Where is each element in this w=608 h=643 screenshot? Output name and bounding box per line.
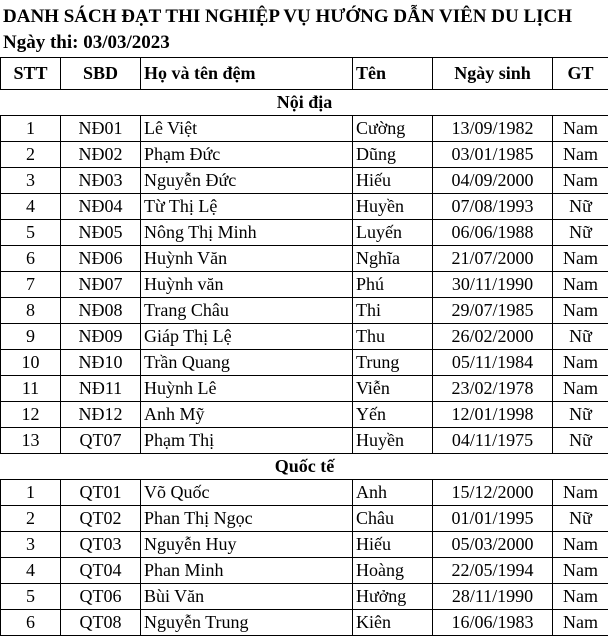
cell-gt: Nữ [553,324,608,350]
table-row [1,116,608,142]
cell-stt: 13 [1,428,61,454]
cell-ngay-sinh: 15/12/2000 [433,480,553,506]
cell-ten: Dũng [353,142,433,168]
cell-sbd: QT03 [61,532,141,558]
cell-sbd: NĐ06 [61,246,141,272]
cell-ho-ten-dem: Trang Châu [141,298,353,324]
cell-stt: 12 [1,402,61,428]
cell-ho-ten-dem: Phan Minh [141,558,353,584]
header-stt: STT [1,58,61,90]
cell-ngay-sinh: 05/11/1984 [433,350,553,376]
cell-ngay-sinh: 22/05/1994 [433,558,553,584]
table-row [1,350,608,376]
cell-ho-ten-dem: Anh Mỹ [141,402,353,428]
cell-sbd: QT08 [61,610,141,636]
cell-gt: Nam [553,116,608,142]
table-header [1,58,608,90]
cell-gt: Nam [553,584,608,610]
cell-ngay-sinh: 05/03/2000 [433,532,553,558]
table-row [1,376,608,402]
cell-ten: Huyền [353,194,433,220]
cell-ten: Phú [353,272,433,298]
cell-stt: 8 [1,298,61,324]
cell-ten: Kiên [353,610,433,636]
cell-ho-ten-dem: Từ Thị Lệ [141,194,353,220]
cell-ngay-sinh: 13/09/1982 [433,116,553,142]
cell-ho-ten-dem: Phan Thị Ngọc [141,506,353,532]
header-gt: GT [553,58,608,90]
cell-gt: Nam [553,168,608,194]
table-row [1,610,608,636]
table-row [1,324,608,350]
header-sbd: SBD [61,58,141,90]
cell-ho-ten-dem: Nguyễn Đức [141,168,353,194]
header-ngay-sinh: Ngày sinh [433,58,553,90]
cell-gt: Nam [553,532,608,558]
cell-ten: Anh [353,480,433,506]
cell-sbd: NĐ07 [61,272,141,298]
cell-gt: Nam [553,558,608,584]
table-body [1,90,608,636]
table-row [1,168,608,194]
cell-sbd: NĐ09 [61,324,141,350]
cell-gt: Nam [553,298,608,324]
cell-ngay-sinh: 23/02/1978 [433,376,553,402]
cell-sbd: QT01 [61,480,141,506]
cell-gt: Nam [553,480,608,506]
table-row [1,194,608,220]
cell-ten: Châu [353,506,433,532]
cell-ten: Yến [353,402,433,428]
cell-ngay-sinh: 29/07/1985 [433,298,553,324]
cell-stt: 4 [1,558,61,584]
cell-stt: 5 [1,584,61,610]
cell-ngay-sinh: 30/11/1990 [433,272,553,298]
document-title: DANH SÁCH ĐẠT THI NGHIỆP VỤ HƯỚNG DẪN VIÊN DU LỊCH [3,6,573,27]
cell-ho-ten-dem: Lê Việt [141,116,353,142]
cell-ten: Hiếu [353,532,433,558]
cell-gt: Nam [553,350,608,376]
cell-ngay-sinh: 21/07/2000 [433,246,553,272]
table-row [1,480,608,506]
cell-gt: Nữ [553,194,608,220]
cell-ngay-sinh: 26/02/2000 [433,324,553,350]
cell-gt: Nam [553,142,608,168]
cell-ngay-sinh: 28/11/1990 [433,584,553,610]
cell-stt: 2 [1,142,61,168]
cell-gt: Nữ [553,402,608,428]
table-row [1,142,608,168]
cell-gt: Nam [553,272,608,298]
cell-sbd: QT02 [61,506,141,532]
table-row [1,532,608,558]
cell-stt: 11 [1,376,61,402]
cell-ten: Luyến [353,220,433,246]
cell-ho-ten-dem: Nguyễn Trung [141,610,353,636]
table-row [1,402,608,428]
cell-ho-ten-dem: Võ Quốc [141,480,353,506]
cell-sbd: NĐ01 [61,116,141,142]
cell-ten: Huyền [353,428,433,454]
cell-ho-ten-dem: Huỳnh văn [141,272,353,298]
cell-stt: 1 [1,480,61,506]
exam-date: Ngày thi: 03/03/2023 [3,32,170,53]
cell-ho-ten-dem: Phạm Đức [141,142,353,168]
cell-gt: Nam [553,246,608,272]
cell-stt: 3 [1,168,61,194]
table-row [1,506,608,532]
header-ten: Tên [353,58,433,90]
cell-sbd: NĐ10 [61,350,141,376]
cell-ngay-sinh: 12/01/1998 [433,402,553,428]
cell-ho-ten-dem: Phạm Thị [141,428,353,454]
cell-ngay-sinh: 01/01/1995 [433,506,553,532]
section-row [1,454,608,480]
cell-stt: 6 [1,610,61,636]
cell-gt: Nữ [553,506,608,532]
cell-stt: 10 [1,350,61,376]
cell-stt: 3 [1,532,61,558]
cell-stt: 5 [1,220,61,246]
cell-sbd: NĐ03 [61,168,141,194]
cell-ten: Viễn [353,376,433,402]
table-row [1,584,608,610]
results-table [0,57,608,636]
cell-ho-ten-dem: Giáp Thị Lệ [141,324,353,350]
cell-gt: Nữ [553,220,608,246]
section-title: Nội địa [1,90,608,116]
cell-ho-ten-dem: Nông Thị Minh [141,220,353,246]
cell-stt: 2 [1,506,61,532]
cell-ngay-sinh: 04/09/2000 [433,168,553,194]
table-row [1,558,608,584]
cell-ten: Trung [353,350,433,376]
cell-ho-ten-dem: Bùi Văn [141,584,353,610]
cell-stt: 9 [1,324,61,350]
cell-gt: Nam [553,376,608,402]
cell-stt: 4 [1,194,61,220]
cell-ten: Thi [353,298,433,324]
cell-ten: Nghĩa [353,246,433,272]
cell-sbd: NĐ08 [61,298,141,324]
cell-ten: Thu [353,324,433,350]
cell-ngay-sinh: 16/06/1983 [433,610,553,636]
cell-sbd: QT07 [61,428,141,454]
cell-sbd: NĐ02 [61,142,141,168]
cell-ngay-sinh: 03/01/1985 [433,142,553,168]
cell-gt: Nữ [553,428,608,454]
cell-ho-ten-dem: Huỳnh Lê [141,376,353,402]
cell-ngay-sinh: 04/11/1975 [433,428,553,454]
cell-ten: Hiếu [353,168,433,194]
table-row [1,428,608,454]
header-ho-ten-dem: Họ và tên đệm [141,58,353,90]
cell-sbd: NĐ05 [61,220,141,246]
cell-stt: 7 [1,272,61,298]
cell-stt: 6 [1,246,61,272]
cell-sbd: QT04 [61,558,141,584]
cell-stt: 1 [1,116,61,142]
cell-gt: Nam [553,610,608,636]
cell-ho-ten-dem: Huỳnh Văn [141,246,353,272]
section-row [1,90,608,116]
cell-ten: Hưởng [353,584,433,610]
cell-ten: Cường [353,116,433,142]
cell-sbd: NĐ11 [61,376,141,402]
cell-ten: Hoàng [353,558,433,584]
cell-sbd: QT06 [61,584,141,610]
cell-ngay-sinh: 06/06/1988 [433,220,553,246]
cell-ho-ten-dem: Trần Quang [141,350,353,376]
cell-ho-ten-dem: Nguyễn Huy [141,532,353,558]
section-title: Quốc tế [1,454,608,480]
table-row [1,246,608,272]
table-row [1,272,608,298]
cell-sbd: NĐ04 [61,194,141,220]
cell-sbd: NĐ12 [61,402,141,428]
cell-ngay-sinh: 07/08/1993 [433,194,553,220]
table-row [1,298,608,324]
table-row [1,220,608,246]
